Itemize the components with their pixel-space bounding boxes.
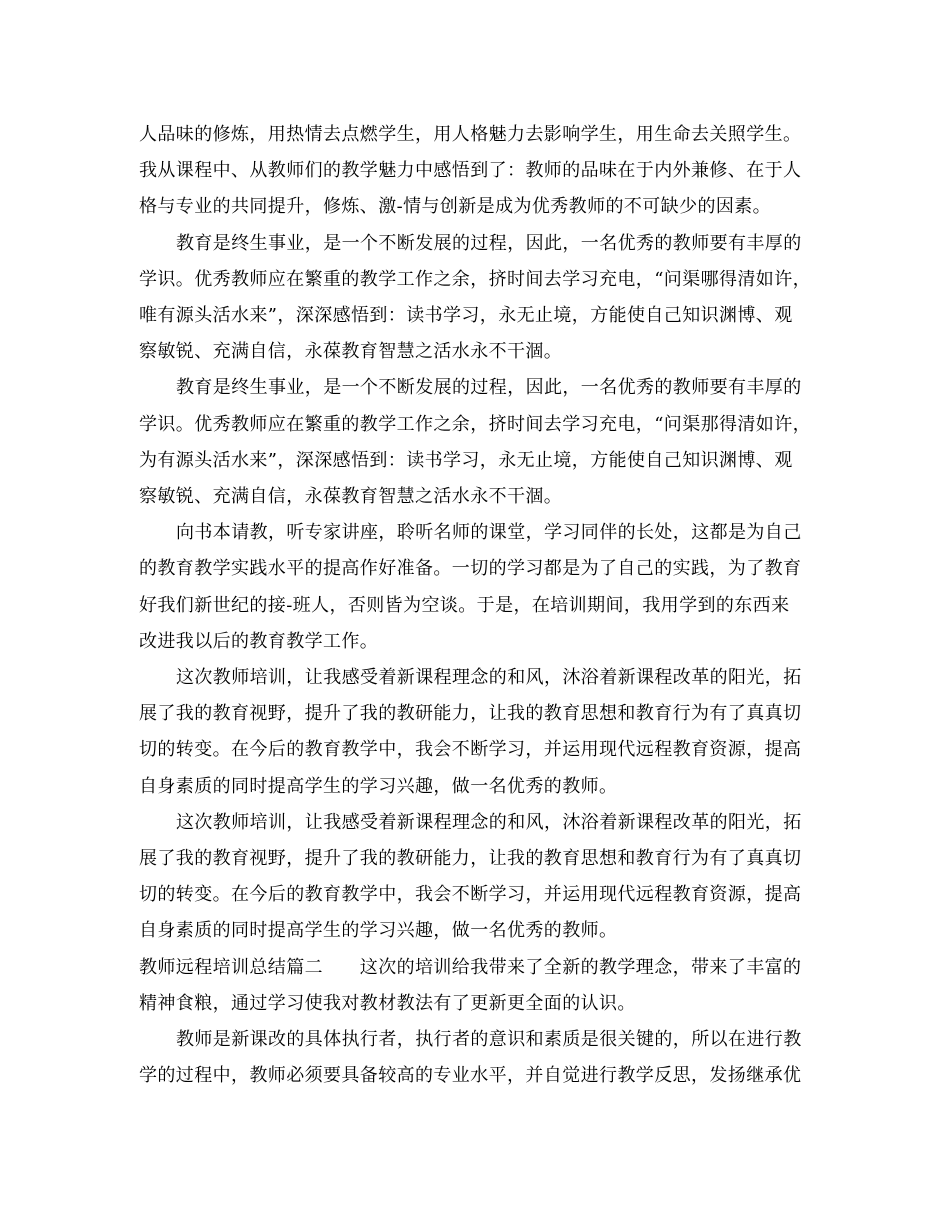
text-line: 学识。优秀教师应在繁重的教学工作之余，挤时间去学习充电，“问渠那得清如许， <box>139 413 811 435</box>
text-line: 人品味的修炼，用热情去点燃学生，用人格魅力去影响学生，用生命去关照学生。 <box>139 124 802 145</box>
paragraph-5 <box>139 660 825 805</box>
text-line: 向书本请教，听专家讲座，聆听名师的课堂，学习同伴的长处，这都是为自己 <box>176 522 802 544</box>
text-line: 这次教师培训，让我感受着新课程理念的和风，沐浴着新课程改革的阳光，拓 <box>176 667 802 689</box>
text-line: 改进我以后的教育教学工作。 <box>139 630 379 652</box>
text-line: 展了我的教育视野，提升了我的教研能力，让我的教育思想和教育行为有了真真切 <box>139 703 802 725</box>
text-line: 的教育教学实践水平的提高作好准备。一切的学习都是为了自己的实践，为了教育 <box>139 558 802 580</box>
paragraph-4 <box>139 515 825 660</box>
text-line: 唯有源头活水来”，深深感悟到：读书学习，永无止境，方能使自己知识渊博、观 <box>139 305 793 327</box>
text-line: 教育是终生事业，是一个不断发展的过程，因此，一名优秀的教师要有丰厚的 <box>176 377 802 399</box>
section-heading-line: 教师远程培训总结篇二 这次的培训给我带来了全新的教学理念，带来了丰富的 <box>139 956 802 978</box>
text-line: 自身素质的同时提高学生的学习兴趣，做一名优秀的教师。 <box>139 775 618 797</box>
paragraph-2 <box>139 226 825 371</box>
text-line: 自身素质的同时提高学生的学习兴趣，做一名优秀的教师。 <box>139 920 618 942</box>
text-line: 切的转变。在今后的教育教学中，我会不断学习，并运用现代远程教育资源，提高 <box>139 739 802 761</box>
paragraph-3 <box>139 370 825 515</box>
paragraph-8 <box>139 1022 825 1094</box>
text-line: 精神食粮，通过学习使我对教材教法有了更新更全面的认识。 <box>139 992 636 1014</box>
text-line: 为有源头活水来”，深深感悟到：读书学习，永无止境，方能使自己知识渊博、观 <box>139 449 793 471</box>
text-line: 好我们新世纪的接-班人，否则皆为空谈。于是，在培训期间，我用学到的东西来 <box>139 594 790 616</box>
paragraph-1 <box>139 117 825 226</box>
document-body <box>139 117 825 1094</box>
text-line: 教育是终生事业，是一个不断发展的过程，因此，一名优秀的教师要有丰厚的 <box>176 232 802 254</box>
text-line: 我从课程中、从教师们的教学魅力中感悟到了：教师的品味在于内外兼修、在于人 <box>139 160 802 182</box>
text-line: 切的转变。在今后的教育教学中，我会不断学习，并运用现代远程教育资源，提高 <box>139 884 802 906</box>
text-line: 察敏锐、充满自信，永葆教育智慧之活水永不干涸。 <box>139 341 563 363</box>
text-line: 教师是新课改的具体执行者，执行者的意识和素质是很关键的，所以在进行教 <box>176 1029 802 1051</box>
paragraph-6 <box>139 805 825 950</box>
text-line: 这次教师培训，让我感受着新课程理念的和风，沐浴着新课程改革的阳光，拓 <box>176 811 802 833</box>
text-line: 学的过程中，教师必须要具备较高的专业水平，并自觉进行教学反思，发扬继承优 <box>139 1065 802 1087</box>
text-line: 展了我的教育视野，提升了我的教研能力，让我的教育思想和教育行为有了真真切 <box>139 848 802 870</box>
paragraph-7 <box>139 950 825 1022</box>
text-line: 格与专业的共同提升，修炼、激-情与创新是成为优秀教师的不可缺少的因素。 <box>139 196 772 218</box>
text-line: 察敏锐、充满自信，永葆教育智慧之活水永不干涸。 <box>139 486 563 508</box>
text-line: 学识。优秀教师应在繁重的教学工作之余，挤时间去学习充电，“问渠哪得清如许， <box>139 268 811 290</box>
